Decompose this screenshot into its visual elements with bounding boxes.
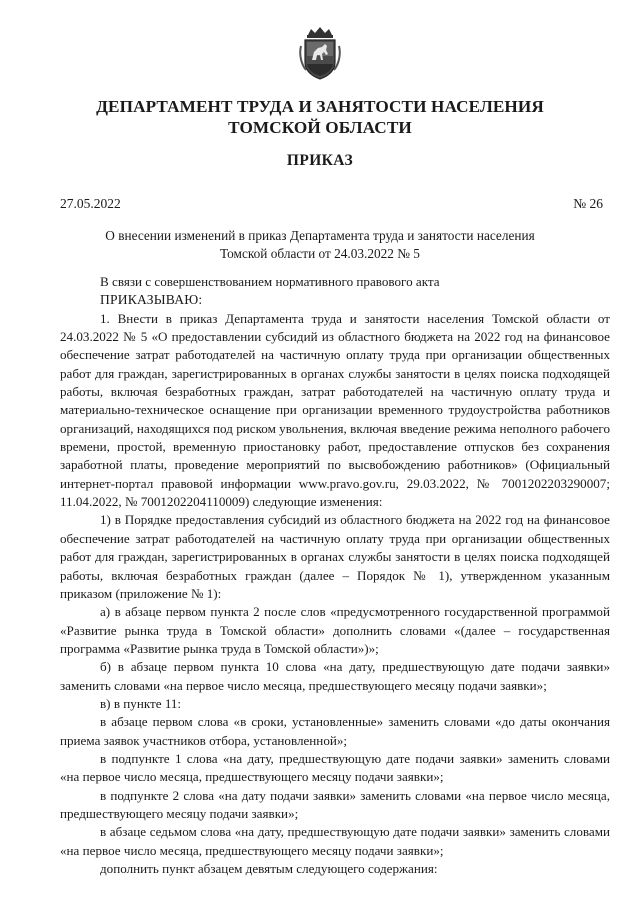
department-line-2: ТОМСКОЙ ОБЛАСТИ [228,118,412,137]
body-paragraph: 1) в Порядке предоставления субсидий из областного бюджета на 2022 год на финансовое обеспечение затрат работодателей на частичную оплату труда при организации общественных работ для граждан, зарегистрированных в органах службы занятости в целях поиска подходящей работы, включая безработных граждан (далее – Порядок № 1), утвержденном указанным приказом (приложение № 1): [60,512,610,601]
body-paragraph: а) в абзаце первом пункта 2 после слов «предусмотренного государственной программой «Развитие рынка труда в Томской области» дополнить словами «(далее – государственная программа «Развитие рынка труда в Томской области»)»; [60,604,610,656]
body-paragraph: в абзаце седьмом слова «на дату, предшествующую дате подачи заявки» заменить словами «на первое число месяца, предшествующего месяцу подачи заявки»; [60,824,610,858]
body-paragraph: 1. Внести в приказ Департамента труда и занятости населения Томской области от 24.03.2022 № 5 «О предоставлении субсидий из областного бюджета на 2022 год на финансовое обеспечение затрат работодателей на частичную оплату труда при организации общественных работ для граждан, зарегистрированных в органах службы занятости в целях поиска подходящей работы, включая безработных граждан, затрат работодателей на частичную оплату труда и материально-техническое оснащение при организации временного трудоустройства работников организаций, находящихся под риском увольнения, включая введение режима неполного рабочего времени, простой, временную приостановку работ, предоставление отпусков без сохранения заработной платы, проведение мероприятий по высвобождению работников» (Официальный интернет-портал правовой информации www.pravo.gov.ru, 29.03.2022, № 7001202203290007; 11.04.2022, № 7001202204110009) следующие изменения: [60,310,610,510]
document-body [60,273,610,878]
department-name [60,96,580,138]
department-line-1: ДЕПАРТАМЕНТ ТРУДА И ЗАНЯТОСТИ НАСЕЛЕНИЯ [96,97,544,116]
body-paragraph: в абзаце первом слова «в сроки, установленные» заменить словами «до даты окончания приема заявок участников отбора, установленной»; [60,714,610,748]
body-paragraph: в подпункте 2 слова «на дату подачи заявки» заменить словами «на первое число месяца, предшествующего месяцу подачи заявки»; [60,787,610,821]
document-type: ПРИКАЗ [286,152,354,169]
subject-line-2: Томской области от 24.03.2022 № 5 [220,246,420,261]
document-date: 27.05.2022 [60,196,121,211]
subject-line-1: О внесении изменений в приказ Департамента труда и занятости населения [105,228,535,243]
command-paragraph: ПРИКАЗЫВАЮ: [100,292,203,308]
coat-of-arms-icon [297,26,343,82]
document-number: № 26 [573,196,603,211]
body-paragraph: в) в пункте 11: [100,695,182,711]
body-paragraph: б) в абзаце первом пункта 10 слова «на дату, предшествующую дате подачи заявки» заменить словами «на первое число месяца, предшествующего месяцу подачи заявки»; [60,659,610,693]
document-subject [90,227,550,263]
body-paragraph: в подпункте 1 слова «на дату, предшествующую дате подачи заявки» заменить словами «на первое число месяца, предшествующего месяцу подачи заявки»; [60,750,610,785]
body-paragraph: дополнить пункт абзацем девятым следующего содержания: [100,861,438,876]
preamble-paragraph: В связи с совершенствованием нормативного правового акта [100,274,440,289]
